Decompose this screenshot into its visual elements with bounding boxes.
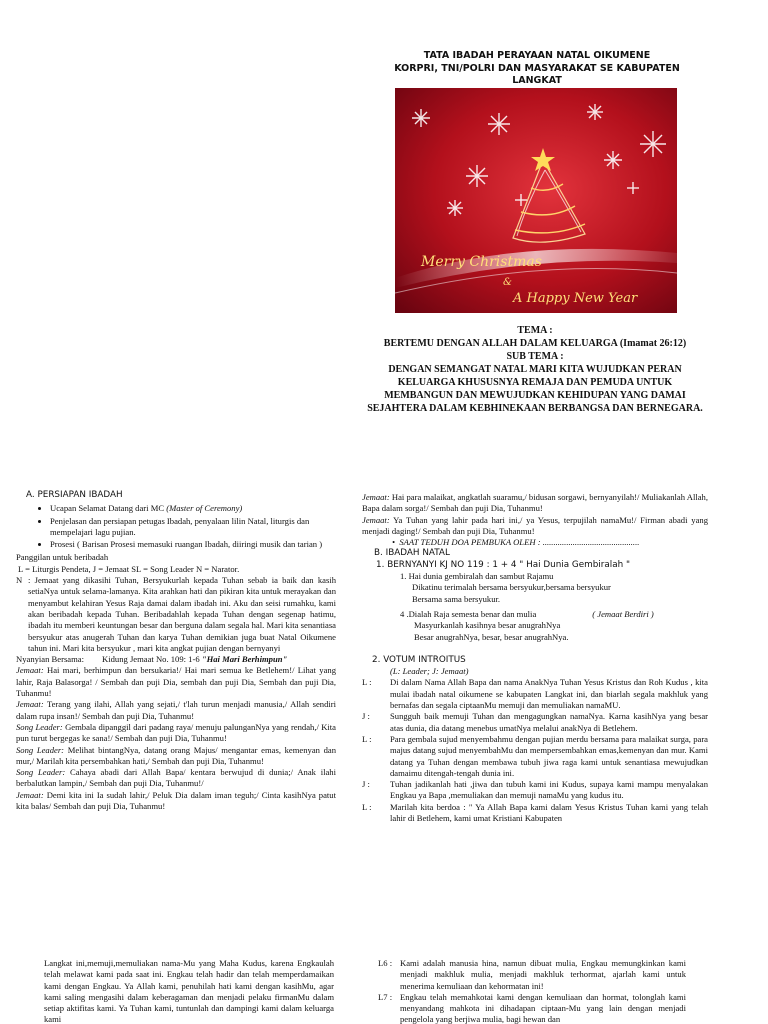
service-title: TATA IBADAH PERAYAAN NATAL OIKUMENE	[423, 50, 651, 61]
narrator-block	[16, 575, 336, 654]
left-column	[16, 490, 336, 812]
liturgy-line: L6 : Kami adalah manusia hina, namun dibuat mulia, Engkau memungkinkan kami menjadi makhluk mulia, menjadi makhluk terhormat, ajarlah kami untuk menerima kemuliaan dan kehormatan ini!	[378, 958, 686, 991]
card-ampersand: &	[503, 277, 512, 288]
hymn-verse: Bersama sama bersyukur.	[412, 593, 501, 604]
call-to-worship-heading: Panggilan untuk beribadah	[16, 552, 109, 563]
section-b-heading: B. IBADAH NATAL	[374, 548, 450, 559]
hymn-verse: Song Leader: Melihat bintangNya, datang orang Majus/ mengantar emas, kemenyan dan mur,/ Marilah kita persembahkan hati,/ Sembah dan puji Dia, Tuhanmu!	[16, 744, 336, 766]
liturgy-line: L7 : Engkau telah memahkotai kami dengan kemuliaan dan hormat, tolonglah kami menyandang mahkota ini dihadapan ciptaan-Mu yang lain dengan menjadi pengelola yang berjiwa mulia, bagi hewan dan	[378, 991, 686, 1024]
liturgy-line: L : Di dalam Nama Allah Bapa dan nama AnakNya Tuhan Yesus Kristus dan Roh Kudus , kita mulai ibadah natal oikumene se kabupaten Langkat ini, dan biarlah segala makhluk yang bernafas dan segala ciptaanMu memuji dan memuliakan namaMU.	[362, 677, 708, 711]
preparation-list	[16, 503, 336, 550]
hymn-verse: Jemaat: Terang yang ilahi, Allah yang sejati,/ t'lah turun menjadi manusia,/ Allah sendiri dalam rupa insan!/ Sembah dan puji Dia, Tuhanmu!	[16, 699, 336, 721]
hymn-line: Nyanyian Bersama: Kidung Jemaat No. 109: 1-6 "Hai Mari Berhimpun"	[16, 654, 288, 665]
subtheme-line: DENGAN SEMANGAT NATAL MARI KITA WUJUDKAN PERAN	[388, 364, 682, 375]
hymn-verse: Song Leader: Gembala dipanggil dari padang raya/ menuju palunganNya yang rendah,/ Kita pun turut bergegas ke sana!/ Sembah dan puji Dia, Tuhanmu!	[16, 721, 336, 744]
hymn-verse: Besar anugrahNya, besar, besar anugrahNya.	[414, 631, 569, 642]
hymn-verse: Jemaat: Ya Tuhan yang lahir pada hari ini,/ ya Yesus, terpujilah namaMu!/ Firman abadi yang menjadi daging!/ Sembah dan puji Dia, Tuhanmu!	[362, 514, 708, 536]
hymn-verse: Song Leader: Cahaya abadi dari Allah Bapa/ kentara berwujud di dunia;/ Anak ilahi berbalutkan lampin,/ Sembah dan puji Dia, Tuhanmu!/	[16, 767, 336, 789]
hymn-verse: Jemaat: Hai para malaikat, angkatlah suaramu,/ bidusan sorgawi, bernyanyilah!/ Muliakanlah Allah, Bapa dalam sorga!/ Sembah dan puji Dia, Tuhanmu!	[362, 492, 708, 514]
hymn-verse: 4 .Dialah Raja semesta benar dan mulia ( Jemaat Berdiri )	[400, 608, 654, 619]
theme-text: BERTEMU DENGAN ALLAH DALAM KELUARGA (Imamat 26:12)	[383, 338, 687, 349]
list-item: • Prosesi ( Barisan Prosesi memasuki ruangan Ibadah, diiringi musik dan tarian )	[50, 539, 336, 550]
hymn-verse: Dikatinu terimalah bersama bersyukur,bersama bersyukur	[412, 582, 611, 593]
christmas-card-graphic	[395, 88, 677, 313]
right-column	[362, 492, 708, 824]
service-participants: KORPRI, TNI/POLRI DAN MASYARAKAT SE KABUPATEN LANGKAT	[394, 62, 680, 86]
merry-christmas-text: Merry Christmas	[421, 254, 542, 270]
liturgy-line: L : Para gembala sujud menyembahmu dengan pujian merdu bersama para malaikat surga, para majus datang sujud menyembahMu dan mempersembahkan emas,kemenyan dan mur. Kami datang ya Tuhan dengan membawa tubuh jiwa raga kami untuk senantiasa mewujudkan damaimu ditengah-tengah dunia ini.	[362, 733, 708, 778]
hymn-verse: Jemaat: Hai mari, berhimpun dan bersukaria!/ Hai mari semua ke Betlehem!/ Lihat yang lahir, Raja Balasorga! / Sembah dan puji Dia, sembah dan puji Dia, Sembah dan puji Dia, Tuhanmu!	[16, 665, 336, 699]
subtheme-line: SEJAHTERA DALAM KEBHINEKAAN BERBANGSA DAN BERNEGARA.	[367, 403, 703, 414]
subtheme-line: KELUARGA KHUSUSNYA REMAJA DAN PEMUDA UNTUK	[397, 377, 673, 388]
liturgy-line: L : Marilah kita berdoa : " Ya Allah Bapa kami dalam Yesus Kristus Tuhan kami yang telah lahir di Betlehem, kami umat Kristiani Kabupaten	[362, 801, 708, 824]
list-item: • Penjelasan dan persiapan petugas Ibadah, penyalaan lilin Natal, liturgis dan mempelajari lagu pujian.	[50, 516, 336, 539]
votum-heading: 2. VOTUM INTROITUS	[372, 654, 466, 665]
liturgy-line: J : Tuhan jadikanlah hati ,jiwa dan tubuh kami ini Kudus, supaya kami mampu menyalakan Engkau ya Bapa ,memuliakan dan memuji namaMu yang kudus itu.	[362, 779, 708, 801]
votum-legend: (L: Leader; J: Jemaat)	[390, 666, 469, 677]
happy-new-year-text: A Happy New Year	[513, 291, 638, 306]
narrator-label: N	[16, 575, 23, 586]
hymn-119-heading: 1. BERNYANYI KJ NO 119 : 1 + 4 " Hai Dunia Gembiralah "	[376, 559, 631, 570]
liturgy-line: J : Sungguh baik memuji Tuhan dan mengagungkan namaNya. Karna kasihNya yang besar atas dunia, dia datang menebus umatNya melalui anakNya di Betlehem.	[362, 711, 708, 733]
bottom-left-text: Langkat ini,memuji,memuliakan nama-Mu yang Maha Kudus, karena Engkaulah telah melawat kami pada saat ini. Engkau telah hadir dan telah memperdamaikan kami dengan Engkau. Ya Allah kami, penuhilah hati kami dengan kasihMu, agar kami saling mengasihi dalam keberagaman dan menjadi pelaku firmanMu dalam setiap aktifitas kami. Ya Tuhan kami, tuntunlah dan dampingi kami dalam keluarga kami	[44, 958, 334, 1024]
bottom-right-text	[378, 958, 686, 1024]
subtheme-label: SUB TEMA :	[506, 351, 564, 362]
list-item: • Ucapan Selamat Datang dari MC (Master of Ceremony)	[50, 503, 336, 514]
theme-label: TEMA :	[517, 325, 553, 336]
hymn-verse: 1. Hai dunia gembiralah dan sambut Rajamu	[400, 571, 554, 582]
hymn-verse: Masyurkanlah kasihnya besar anugrahNya	[414, 620, 561, 631]
theme-block	[340, 324, 730, 415]
hymn-verse: Jemaat: Demi kita ini Ia sudah lahir,/ Peluk Dia dalam iman teguh;/ Cinta kasihNya patut kita balas/ Sembah dan puji Dia, Tuhanmu!	[16, 789, 336, 812]
role-legend: L = Liturgis Pendeta, J = Jemaat SL = Song Leader N = Narator.	[18, 563, 240, 574]
christmas-card-image	[395, 88, 677, 313]
section-a-heading: A. PERSIAPAN IBADAH	[26, 490, 123, 500]
silent-prayer-line: • SAAT TEDUH DOA PEMBUKA OLEH : .............................................	[392, 537, 640, 548]
subtheme-line: MEMBANGUN DAN MEWUJUDKAN KEHIDUPAN YANG DAMAI	[384, 390, 686, 401]
narrator-text: : Jemaat yang dikasihi Tuhan, Bersyukurlah kepada Tuhan sebab ia baik dan kasih setiaNya untuk selama-lamanya. Kita arahkan hati dan pikiran kita untuk merayakan dan menyambut kelahiran Yesus Raja damai dalam ibadah ini. Aku dan seisi rumahku, kami akan beribadah kepada Tuhan. Beribadahlah kepada Tuhan dengan segenap hatimu, ibadah itu memberi keuntungan besar dan berguna dalam segala hal. Mari kita senantiasa bersyukur atas anugerah Tuhan dan karya Tuhan demikian juga buat Natal Oikumene tahun ini. Mari kita bersyukur , mari kita angkat pujian dengan bernyanyi	[28, 575, 336, 653]
